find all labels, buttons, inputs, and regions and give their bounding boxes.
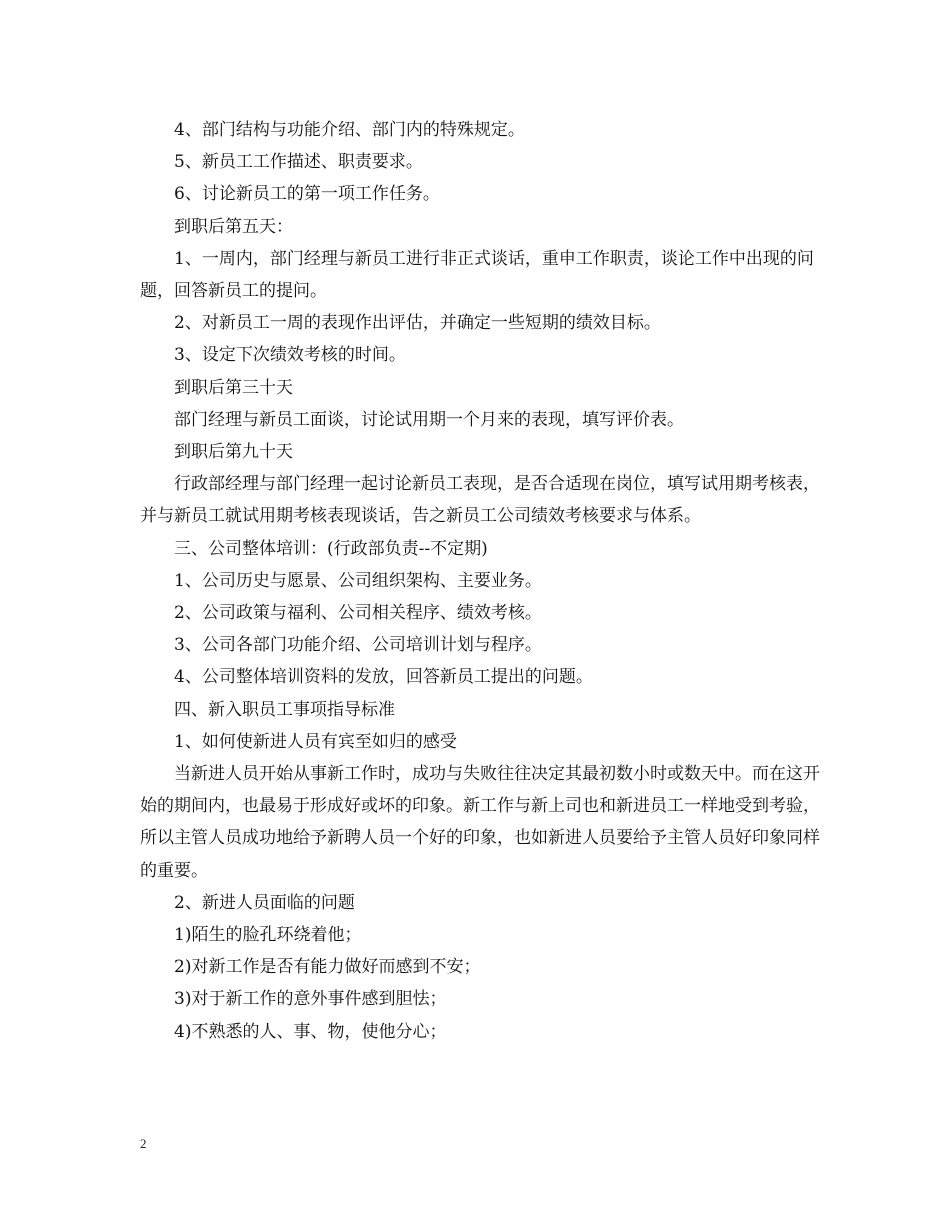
paragraph-6: 2、对新员工一周的表现作出评估，并确定一些短期的绩效目标。 bbox=[174, 313, 661, 334]
page-number: 2 bbox=[140, 1136, 147, 1151]
paragraph-24: 4)不熟悉的人、事、物，使他分心； bbox=[174, 1021, 447, 1042]
paragraph-2: 5、新员工工作描述、职责要求。 bbox=[174, 152, 423, 173]
document-body bbox=[140, 114, 830, 1048]
paragraph-9: 部门经理与新员工面谈，讨论试用期一个月来的表现，填写评价表。 bbox=[174, 409, 684, 430]
paragraph-22: 2)对新工作是否有能力做好而感到不安； bbox=[174, 957, 481, 978]
paragraph-16: 4、公司整体培训资料的发放，回答新员工提出的问题。 bbox=[174, 667, 593, 688]
section-heading-guidance-standards: 四、新入职员工事项指导标准 bbox=[174, 699, 395, 720]
paragraph-5: 1、一周内，部门经理与新员工进行非正式谈话，重申工作职责，谈论工作中出现的问题，回答新员工的提问。 bbox=[140, 248, 814, 302]
paragraph-15: 3、公司各部门功能介绍、公司培训计划与程序。 bbox=[174, 635, 542, 656]
paragraph-21: 1)陌生的脸孔环绕着他； bbox=[174, 925, 362, 946]
paragraph-19: 当新进人员开始从事新工作时，成功与失败往往决定其最初数小时或数天中。而在这开始的期间内，也最易于形成好或坏的印象。新工作与新上司也和新进员工一样地受到考验，所以主管人员成功地给予新聘人员一个好的印象，也如新进人员要给予主管人员好印象同样的重要。 bbox=[140, 764, 820, 881]
paragraph-23: 3)对于新工作的意外事件感到胆怯； bbox=[174, 989, 447, 1010]
paragraph-3: 6、讨论新员工的第一项工作任务。 bbox=[174, 184, 440, 205]
section-heading-day-30: 到职后第三十天 bbox=[174, 377, 293, 398]
paragraph-1: 4、部门结构与功能介绍、部门内的特殊规定。 bbox=[174, 120, 525, 140]
paragraph-14: 2、公司政策与福利、公司相关程序、绩效考核。 bbox=[174, 603, 542, 624]
section-heading-day-90: 到职后第九十天 bbox=[174, 442, 293, 463]
paragraph-11: 行政部经理与部门经理一起讨论新员工表现，是否合适现在岗位，填写试用期考核表，并与新员工就试用期考核表现谈话，告之新员工公司绩效考核要求与体系。 bbox=[140, 474, 820, 527]
section-heading-company-training: 三、公司整体培训：(行政部负责--不定期) bbox=[174, 538, 488, 559]
section-heading-day-5: 到职后第五天： bbox=[174, 216, 293, 237]
paragraph-13: 1、公司历史与愿景、公司组织架构、主要业务。 bbox=[174, 570, 542, 591]
paragraph-18: 1、如何使新进人员有宾至如归的感受 bbox=[174, 731, 457, 752]
paragraph-20: 2、新进人员面临的问题 bbox=[174, 892, 355, 913]
paragraph-7: 3、设定下次绩效考核的时间。 bbox=[174, 345, 406, 366]
